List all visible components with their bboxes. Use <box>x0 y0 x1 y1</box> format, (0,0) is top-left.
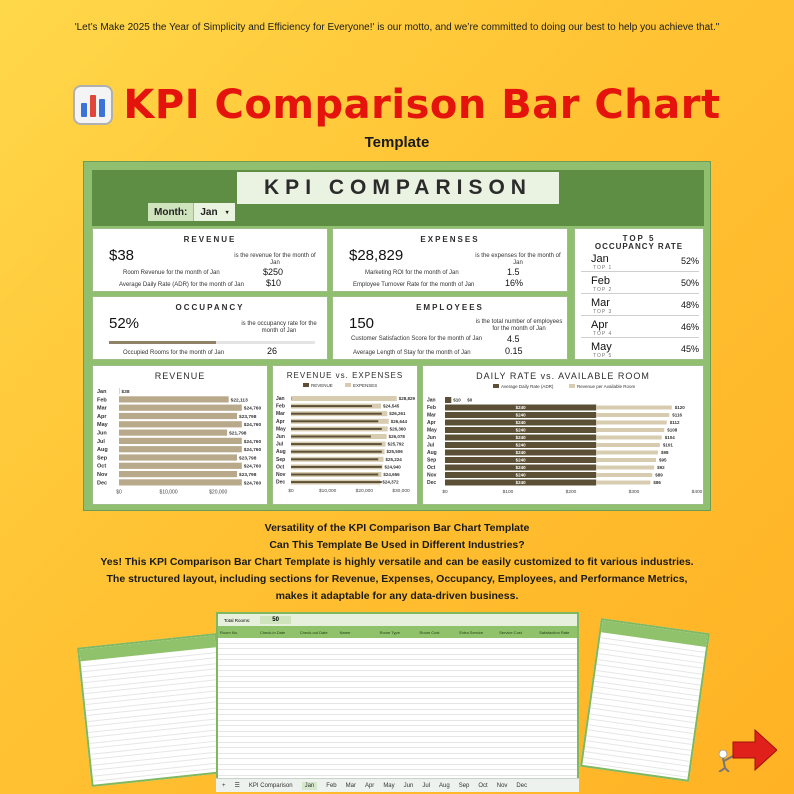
bar <box>119 438 242 444</box>
bar-chart-icon <box>73 85 113 125</box>
bar-revpar <box>596 436 662 440</box>
description-line: Versatility of the KPI Comparison Bar Chart Template <box>264 522 530 534</box>
bar-revenue <box>291 458 378 460</box>
top5-title: TOP 5 <box>622 234 656 243</box>
category-label: Nov <box>276 472 286 478</box>
sheet-tab[interactable]: Nov <box>496 782 508 789</box>
data-label: $38 <box>121 390 130 395</box>
employees-line1-value: 4.5 <box>507 334 520 344</box>
data-label: $240 <box>515 480 526 485</box>
sheet-tab[interactable]: + <box>222 782 226 789</box>
employees-line2-label: Average Length of Stay for the month of Jan <box>353 350 471 356</box>
legend-label: Revenue per Available Room <box>577 384 636 389</box>
data-label: $24,656 <box>383 472 400 477</box>
category-label: Feb <box>97 397 107 404</box>
bar-expenses <box>291 396 397 401</box>
category-label: Jun <box>427 435 436 441</box>
expenses-title: EXPENSES <box>420 235 480 244</box>
top5-month: May <box>591 341 612 353</box>
tick-label: $200 <box>565 490 577 495</box>
employees-card <box>332 296 568 360</box>
category-label: Aug <box>427 450 437 456</box>
data-label: $28,829 <box>398 396 415 401</box>
motto-text: 'Let’s Make 2025 the Year of Simplicity and Efficiency for Everyone!' is our motto, and we’re committed to doing our best to help you achieve that." <box>74 22 720 33</box>
data-label: $92 <box>657 465 665 470</box>
data-label: $112 <box>669 420 680 425</box>
sheet-tab[interactable]: ☰ <box>234 783 240 789</box>
chevron-down-icon: ▾ <box>225 209 229 216</box>
sheet-tab[interactable]: Dec <box>516 782 528 789</box>
expenses-note: is the expenses for the month of Jan <box>475 253 561 266</box>
bar-revpar <box>596 413 669 417</box>
top5-subtitle: OCCUPANCY RATE <box>594 242 684 251</box>
data-label: $240 <box>515 442 526 448</box>
dashboard-header <box>92 170 704 226</box>
category-label: Dec <box>97 480 108 487</box>
daily-rate-chart-card <box>422 365 704 505</box>
data-label: $26,078 <box>388 434 405 439</box>
expenses-line2-label: Employee Turnover Rate for the month of Jan <box>353 282 475 288</box>
bar-revenue <box>291 420 378 422</box>
data-label: $101 <box>662 442 673 448</box>
category-label: Mar <box>97 405 107 412</box>
top5-rank: TOP 3 <box>593 309 613 315</box>
bar <box>119 388 120 394</box>
sheet-tab[interactable]: Aug <box>439 782 450 789</box>
top5-rank: TOP 1 <box>593 265 613 271</box>
tick-label: $10,000 <box>318 489 337 495</box>
bar-revenue <box>291 481 382 483</box>
month-dropdown[interactable] <box>193 203 234 221</box>
expenses-card <box>332 228 568 292</box>
data-label: $24,760 <box>243 423 262 429</box>
description-line: Can This Template Be Used in Different Industries? <box>269 539 525 551</box>
category-label: Dec <box>427 480 437 486</box>
column-header: Extra Service <box>459 629 484 635</box>
legend-swatch <box>303 383 309 387</box>
revenue-expenses-chart-card <box>272 365 418 505</box>
data-label: $240 <box>515 465 526 470</box>
sheet-tab[interactable]: Oct <box>478 782 488 789</box>
page-title: KPI Comparison Bar Chart <box>123 82 721 128</box>
bar-revenue <box>291 428 382 430</box>
revenue-note: is the revenue for the month of Jan <box>234 253 316 266</box>
revenue-title: REVENUE <box>183 235 237 244</box>
top5-rank: TOP 4 <box>593 331 613 337</box>
top5-item <box>581 341 699 360</box>
column-header: Check-out Date <box>299 629 328 635</box>
employees-line1-label: Customer Satisfaction Score for the month of Jan <box>351 336 483 342</box>
top5-item <box>581 297 699 316</box>
data-label: $24,760 <box>243 464 262 470</box>
expenses-line2-value: 16% <box>505 278 524 288</box>
top5-month: Jan <box>591 253 609 265</box>
data-label: $10 <box>453 397 461 403</box>
revenue-expenses-chart-title: REVENUE vs. EXPENSES <box>286 371 404 380</box>
bar <box>119 396 229 402</box>
data-label: $24,760 <box>243 481 262 487</box>
data-label: $98 <box>660 450 669 455</box>
occupancy-bar-fill <box>109 341 216 344</box>
bar-adr <box>445 397 451 403</box>
revenue-line2-label: Average Daily Rate (ADR) for the month of Jan <box>119 282 244 288</box>
data-label: $120 <box>674 405 685 410</box>
data-label: $240 <box>515 472 526 478</box>
employees-line2-value: 0.15 <box>505 346 523 356</box>
category-label: Sep <box>97 455 108 462</box>
category-label: Feb <box>427 405 436 411</box>
top5-pct: 50% <box>680 278 699 288</box>
tick-label: $0 <box>116 489 122 496</box>
total-rooms-value: 50 <box>260 616 291 624</box>
employees-title: EMPLOYEES <box>416 303 484 312</box>
bar <box>119 479 242 485</box>
data-label: $24,545 <box>382 403 400 409</box>
category-label: Mar <box>427 412 436 419</box>
data-label: $95 <box>659 457 667 463</box>
bar <box>119 405 242 411</box>
data-label: $25,792 <box>387 441 404 447</box>
top5-pct: 46% <box>680 322 699 332</box>
data-label: $26,360 <box>389 426 406 432</box>
top5-pct: 52% <box>680 256 699 266</box>
bar <box>119 471 237 477</box>
revenue-line2-value: $10 <box>266 278 282 288</box>
bar <box>119 446 242 452</box>
legend-swatch <box>569 384 575 388</box>
category-label: Oct <box>97 463 107 470</box>
data-label: $116 <box>672 412 683 418</box>
column-header: Check-in Date <box>259 629 286 635</box>
top5-card <box>574 228 704 360</box>
data-label: $240 <box>515 435 526 440</box>
bar-revenue <box>291 436 371 438</box>
total-rooms-row <box>218 614 577 626</box>
data-label: $23,798 <box>239 456 257 462</box>
expenses-value: $28,829 <box>349 247 404 264</box>
data-label: $240 <box>515 420 526 425</box>
occupancy-title: OCCUPANCY <box>175 303 245 312</box>
occupancy-line1-value: 26 <box>267 346 278 356</box>
sheet-tab[interactable]: KPI Comparison <box>248 782 293 789</box>
sheet-tabs <box>216 778 579 792</box>
category-label: Apr <box>427 420 436 426</box>
category-label: Feb <box>276 403 285 410</box>
tick-label: $30,000 <box>392 489 410 495</box>
data-label: $108 <box>667 427 678 433</box>
employees-value: 150 <box>349 315 375 332</box>
data-label: $26,644 <box>390 418 407 424</box>
tick-label: $100 <box>502 490 514 495</box>
legend-label: EXPENSES <box>353 383 378 388</box>
category-label: May <box>97 422 108 429</box>
data-label: $23,798 <box>239 414 257 420</box>
data-label: $26,261 <box>389 411 406 417</box>
data-label: $89 <box>655 472 663 478</box>
data-label: $23,798 <box>239 473 257 478</box>
daily-rate-chart-title: DAILY RATE vs. AVAILABLE ROOM <box>476 371 650 381</box>
top5-rank: TOP 5 <box>593 353 613 359</box>
data-label: $21,798 <box>229 431 247 437</box>
category-label: Aug <box>276 449 286 456</box>
sheet-preview-main <box>216 612 579 788</box>
column-header: Name <box>339 629 351 635</box>
tick-label: $20,000 <box>355 489 374 495</box>
data-label: $25,224 <box>385 456 402 462</box>
dashboard <box>83 161 711 511</box>
category-label: Nov <box>427 472 437 479</box>
legend-label: Average Daily Rate (ADR) <box>501 384 554 389</box>
legend-swatch <box>345 383 351 387</box>
bar-revpar <box>596 421 667 425</box>
data-label: $24,760 <box>243 439 262 445</box>
tick-label: $0 <box>288 489 294 495</box>
bar <box>119 430 227 436</box>
description <box>0 520 794 605</box>
occupancy-card <box>92 296 328 360</box>
top5-month: Apr <box>591 319 609 331</box>
legend-swatch <box>493 384 499 388</box>
category-label: Apr <box>276 418 285 425</box>
title-row <box>0 82 794 128</box>
data-label: $25,506 <box>386 449 403 455</box>
legend-label: REVENUE <box>311 383 333 388</box>
column-header: Room Cost <box>419 629 440 635</box>
employees-note: is the total number of employees for the month of Jan <box>475 319 563 332</box>
top5-item <box>581 319 699 338</box>
revenue-line1-label: Room Revenue for the month of Jan <box>123 270 220 276</box>
revenue-value: $38 <box>109 247 135 264</box>
sheet-column-header <box>218 626 577 638</box>
total-rooms-label: Total Rooms: <box>224 617 251 623</box>
sheet-tab[interactable]: Apr <box>364 782 375 789</box>
category-label: Nov <box>97 472 108 478</box>
category-label: Aug <box>97 447 108 454</box>
category-label: Jun <box>276 434 285 440</box>
sheet-tab[interactable]: Jan <box>302 782 318 790</box>
revenue-expenses-chart <box>273 366 419 506</box>
top5-month: Mar <box>591 297 610 309</box>
bar <box>119 421 242 427</box>
top5-month: Feb <box>591 275 610 287</box>
revenue-chart <box>93 366 269 506</box>
category-label: Jan <box>97 389 107 395</box>
bar-revpar <box>596 473 652 477</box>
data-label: $24,940 <box>384 464 401 470</box>
revenue-chart-title: REVENUE <box>154 371 206 381</box>
revenue-chart-card <box>92 365 268 505</box>
occupancy-value: 52% <box>109 315 140 332</box>
top5-rank: TOP 2 <box>593 287 613 293</box>
category-label: Jun <box>97 430 107 437</box>
category-label: Jan <box>427 397 436 404</box>
daily-rate-chart <box>423 366 705 506</box>
bar <box>119 413 237 419</box>
category-label: Oct <box>276 464 285 471</box>
month-value: Jan <box>200 206 218 218</box>
bar-revenue <box>291 466 382 468</box>
bar-revenue <box>291 413 382 415</box>
column-header: Service Cost <box>499 629 522 635</box>
tick-label: $20,000 <box>209 489 228 496</box>
data-label: $86 <box>653 480 661 485</box>
sheet-tab[interactable]: Mar <box>345 782 356 789</box>
revenue-line1-value: $250 <box>263 267 284 277</box>
sheet-tab[interactable]: Jul <box>422 782 431 789</box>
category-label: Apr <box>97 413 107 420</box>
category-label: Jul <box>97 438 105 445</box>
data-label: $24,760 <box>243 448 262 454</box>
revenue-card <box>92 228 328 292</box>
top5-item <box>581 275 699 294</box>
top5-pct: 48% <box>680 300 699 310</box>
category-label: Dec <box>276 479 286 486</box>
sheet-tab[interactable]: Sep <box>458 782 470 789</box>
tick-label: $0 <box>442 490 448 495</box>
month-selector[interactable] <box>148 203 235 221</box>
data-label: $22,113 <box>230 398 248 404</box>
kpi-banner: KPI COMPARISON <box>237 172 559 204</box>
column-header: Satisfaction Rate <box>539 629 570 635</box>
data-label: $0 <box>467 397 473 403</box>
bar-revenue <box>291 474 378 476</box>
bar-revpar <box>596 458 656 462</box>
arrow-right-icon <box>715 728 777 772</box>
tick-label: $300 <box>628 490 640 495</box>
data-label: $104 <box>664 435 675 440</box>
bar-revpar <box>596 428 664 432</box>
sheet-tab[interactable]: Jun <box>403 782 414 789</box>
description-line: The structured layout, including sections for Revenue, Expenses, Occupancy, Employees, and Performance Metrics, <box>106 573 688 585</box>
description-line: Yes! This KPI Comparison Bar Chart Template is highly versatile and can be easily customized to fit various industries. <box>100 556 694 568</box>
category-label: Oct <box>427 465 436 471</box>
bar <box>119 454 237 460</box>
bar-revenue <box>291 451 382 453</box>
expenses-line1-value: 1.5 <box>507 267 520 277</box>
sheet-preview-left <box>77 633 231 787</box>
top5-pct: 45% <box>680 344 699 354</box>
data-label: $240 <box>515 457 526 463</box>
category-label: Sep <box>427 457 437 464</box>
category-label: Sep <box>276 456 286 463</box>
category-label: Jul <box>427 442 435 449</box>
data-label: $240 <box>515 412 526 418</box>
month-label: Month: <box>154 206 188 218</box>
bar-revenue <box>291 405 372 407</box>
tick-label: $10,000 <box>159 489 178 496</box>
bar-revpar <box>596 406 672 410</box>
bar-revenue <box>291 398 292 400</box>
data-label: $240 <box>515 450 526 455</box>
top5-item <box>581 253 699 272</box>
data-label: $24,372 <box>382 479 399 485</box>
bar-revpar <box>596 481 650 485</box>
column-header: Room Type <box>379 629 400 635</box>
bar-revpar <box>596 443 660 447</box>
bar-revenue <box>291 443 382 445</box>
page-subtitle: Template <box>364 134 430 151</box>
description-line: makes it adaptable for any data-driven business. <box>275 590 519 602</box>
sheet-tab[interactable]: Feb <box>326 782 337 789</box>
data-label: $24,760 <box>243 406 262 412</box>
column-header: Room No. <box>220 629 239 635</box>
occupancy-line1-label: Occupied Rooms for the month of Jan <box>123 350 225 356</box>
tick-label: $400 <box>691 490 703 495</box>
data-label: $240 <box>515 427 526 433</box>
sheet-tab[interactable]: May <box>383 782 395 789</box>
category-label: Mar <box>276 411 285 418</box>
category-label: Jul <box>276 441 284 448</box>
bar <box>119 463 242 469</box>
expenses-line1-label: Marketing ROI for the month of Jan <box>365 270 459 276</box>
category-label: May <box>427 427 437 434</box>
sheet-preview-right <box>580 618 710 782</box>
bar-revpar <box>596 451 658 455</box>
occupancy-note: is the occupancy rate for the month of Jan <box>241 321 317 334</box>
category-label: Jan <box>276 396 285 402</box>
bar-revpar <box>596 466 654 470</box>
data-label: $240 <box>515 405 526 410</box>
category-label: May <box>276 426 286 433</box>
